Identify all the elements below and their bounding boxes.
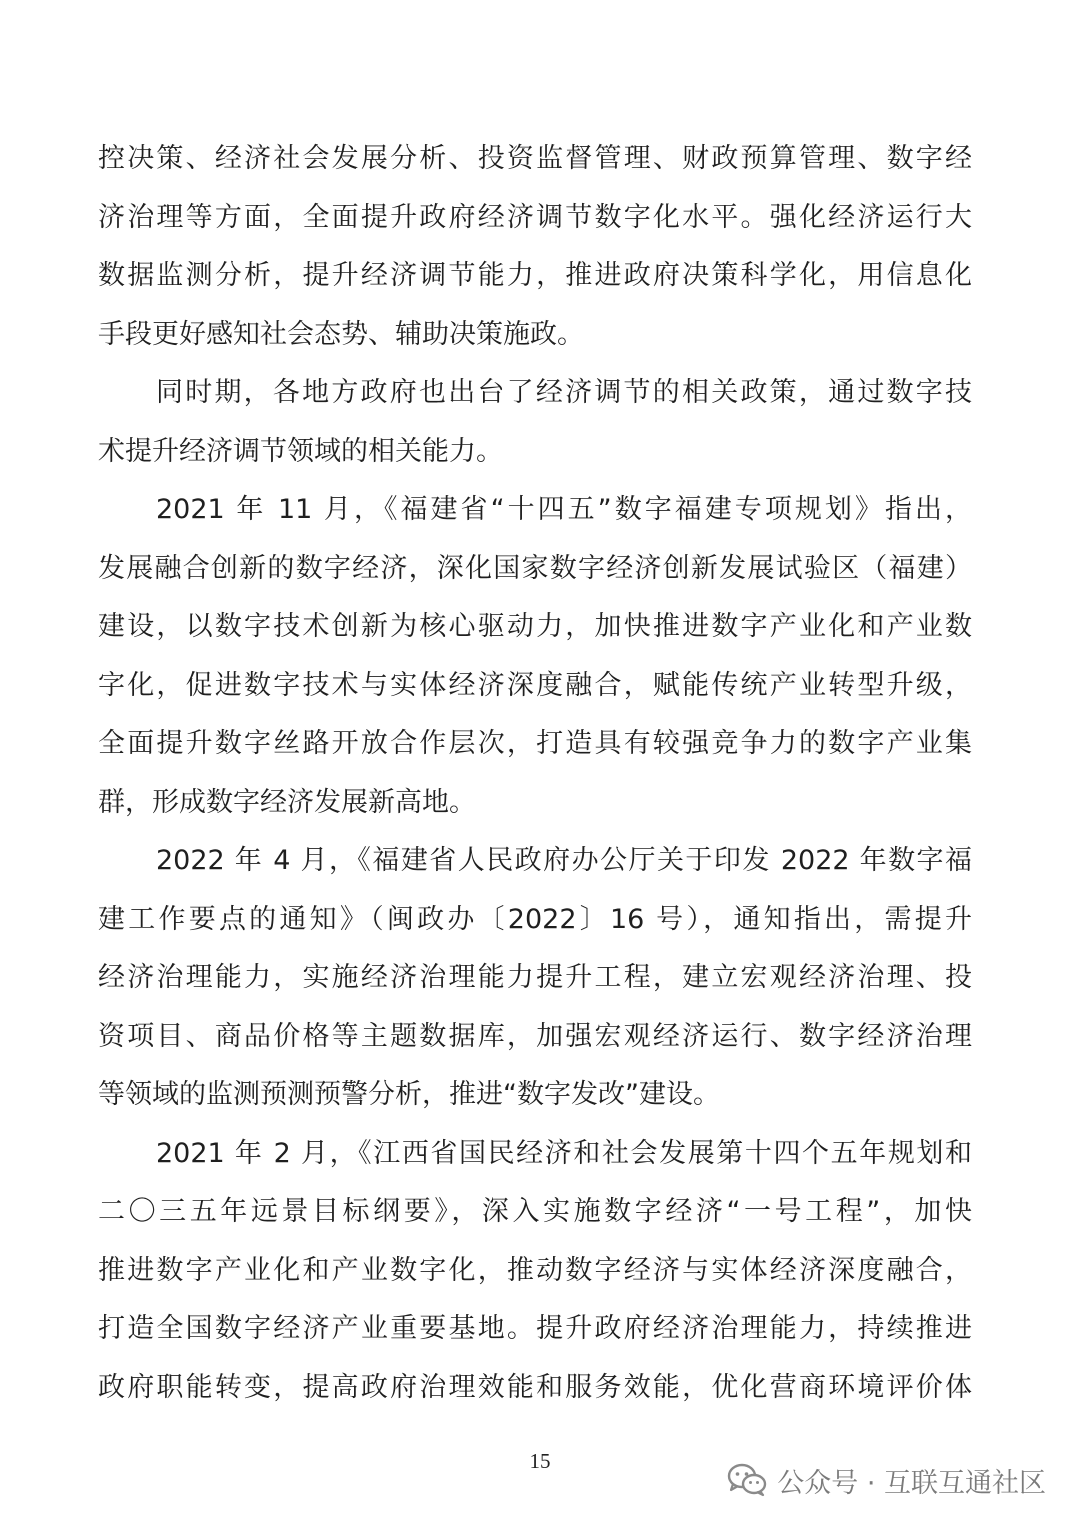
text-line: 经济治理能力，实施经济治理能力提升工程，建立宏观经济治理、投: [98, 962, 972, 993]
text-line: 二〇三五年远景目标纲要》，深入实施数字经济“一号工程”，加快: [98, 1196, 972, 1227]
text-line: 手段更好感知社会态势、辅助决策施政。: [98, 318, 584, 350]
text-line: 字化，促进数字技术与实体经济深度融合，赋能传统产业转型升级，: [98, 669, 972, 701]
text-line: 建设，以数字技术创新为核心驱动力，加快推进数字产业化和产业数: [98, 611, 972, 642]
body-text: [98, 130, 972, 1417]
text-line: 控决策、经济社会发展分析、投资监督管理、财政预算管理、数字经: [98, 143, 972, 174]
text-line: 打造全国数字经济产业重要基地。提升政府经济治理能力，持续推进: [98, 1313, 972, 1344]
text-line: 术提升经济调节领域的相关能力。: [98, 435, 503, 467]
text-line: 济治理等方面，全面提升政府经济调节数字化水平。强化经济运行大: [98, 201, 972, 233]
watermark-text: 公众号 · 互联互通社区: [777, 1467, 1046, 1499]
watermark: [727, 1458, 1046, 1502]
text-line: 建工作要点的通知》（闽政办〔2022〕16 号），通知指出，需提升: [98, 903, 972, 935]
wechat-icon: [727, 1463, 767, 1497]
page-number: 15: [529, 1449, 551, 1473]
text-line: 政府职能转变，提高政府治理效能和服务效能，优化营商环境评价体: [98, 1371, 972, 1403]
text-line: 等领域的监测预测预警分析，推进“数字发改”建设。: [98, 1079, 720, 1110]
text-line: 推进数字产业化和产业数字化，推动数字经济与实体经济深度融合，: [98, 1254, 972, 1286]
text-line: 发展融合创新的数字经济，深化国家数字经济创新发展试验区（福建）: [98, 552, 972, 584]
text-line: 资项目、商品价格等主题数据库，加强宏观经济运行、数字经济治理: [98, 1020, 972, 1052]
text-line: 同时期，各地方政府也出台了经济调节的相关政策，通过数字技: [156, 377, 972, 408]
text-line: 2021 年 2 月，《江西省国民经济和社会发展第十四个五年规划和: [156, 1137, 972, 1169]
text-line: 2021 年 11 月，《福建省“十四五”数字福建专项规划》指出，: [156, 494, 972, 525]
text-line: 2022 年 4 月，《福建省人民政府办公厅关于印发 2022 年数字福: [156, 845, 972, 876]
text-line: 群，形成数字经济发展新高地。: [98, 786, 476, 818]
text-line: 数据监测分析，提升经济调节能力，推进政府决策科学化，用信息化: [98, 260, 972, 291]
text-line: 全面提升数字丝路开放合作层次，打造具有较强竞争力的数字产业集: [98, 728, 972, 759]
